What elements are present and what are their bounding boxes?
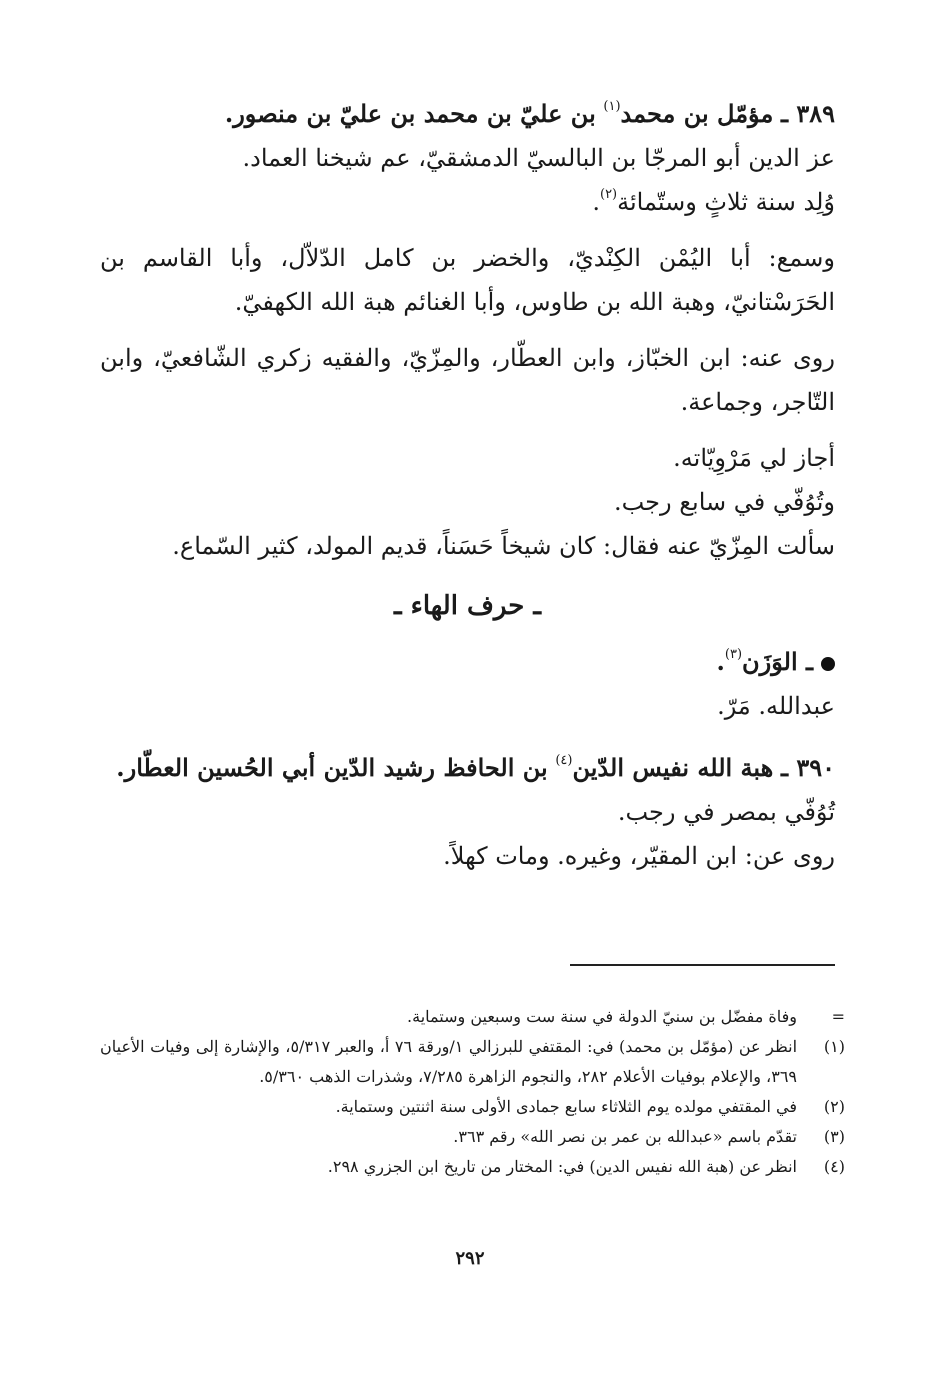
footnotes: [100, 1002, 845, 1182]
entry-389-mizzi-quote: سألت المِزّيّ عنه فقال: كان شيخاً حَسَناً، قديم المولد، كثير السّماع.: [172, 532, 835, 560]
wazn-heading: [100, 640, 835, 684]
entry-389-death: وتُوُفّي في سابع رجب.: [613, 488, 835, 516]
main-text: [100, 92, 835, 878]
entry-389-students: روى عنه: ابن الخبّاز، وابن العطّار، والمِزّيّ، والفقيه زكري الشّافعيّ، وابن التّاجر، وجماعة.: [100, 344, 835, 416]
footnote-4: [100, 1152, 845, 1182]
entry-number: ٣٩٠ ـ: [780, 753, 835, 782]
footnote-continued: [100, 1002, 845, 1032]
bullet-icon: [821, 657, 835, 671]
entry-389-heading: [100, 92, 835, 136]
birth-end: .: [592, 188, 600, 216]
page-number: ٢٩٢: [455, 1248, 485, 1269]
entry-390-narration: روى عن: ابن المقيّر، وغيره. ومات كهلاً.: [443, 842, 835, 870]
footnote-marker: (٤): [823, 1157, 845, 1176]
footnote-marker: (٢): [823, 1097, 845, 1116]
birth-text: وُلِد سنة ثلاثٍ وستّمائة: [617, 188, 835, 216]
footnote-text: في المقتفي مولده يوم الثلاثاء سابع جمادى الأولى سنة اثنتين وستماية.: [335, 1097, 797, 1116]
entry-389-ijaza: أجاز لي مَرْوِيّاته.: [673, 444, 835, 472]
footnote-ref-2: (٢): [599, 187, 618, 202]
footnote-text: وفاة مفضّل بن سنيّ الدولة في سنة ست وسبعين وستماية.: [407, 1007, 797, 1026]
entry-number: ٣٨٩ ـ: [780, 99, 835, 128]
wazn-crossref: عبدالله. مَرّ.: [717, 692, 835, 720]
footnote-1: [100, 1032, 845, 1092]
footnote-ref-3: (٣): [724, 647, 743, 662]
wazn-end: .: [716, 647, 725, 676]
footnote-3: [100, 1122, 845, 1152]
entry-389-teachers: وسمع: أبا اليُمْن الكِنْديّ، والخضر بن كامل الدّلاّل، وأبا القاسم بن الحَرَسْتانيّ، وهبة الله بن طاوس، وأبا الغنائم هبة الله الكهفيّ.: [100, 244, 835, 316]
footnote-marker: (٣): [823, 1127, 845, 1146]
entry-389-birth: [100, 180, 835, 224]
footnote-2: [100, 1092, 845, 1122]
footnote-marker: =: [831, 1007, 845, 1026]
footnote-text: انظر عن (مؤمّل بن محمد) في: المقتفي للبرزالي ١/ورقة ٧٦ أ، والعبر ٥/٣١٧، والإشارة إلى وفيات الأعيان ٣٦٩، والإعلام بوفيات الأعلام ٢٨٢، والنجوم الزاهرة ٧/٢٨٥، وشذرات الذهب ٥/٣٦٠.: [100, 1037, 798, 1086]
section-title: ـ حرف الهاء ـ: [393, 591, 542, 621]
footnote-ref-4: (٤): [555, 753, 573, 768]
wazn-label: ـ الوَزَن: [742, 647, 813, 676]
footnote-text: تقدّم باسم «عبدالله بن عمر بن نصر الله» رقم ٣٦٣.: [453, 1127, 797, 1146]
entry-389-laqab: عز الدين أبو المرجّا بن البالسيّ الدمشقيّ، عم شيخنا العماد.: [242, 144, 835, 172]
entry-390-heading: [100, 746, 835, 790]
entry-lineage: بن عليّ بن محمد بن عليّ بن منصور.: [224, 99, 596, 128]
entry-390-death: تُوُفّي بمصر في رجب.: [617, 798, 835, 826]
entry-name: مؤمّل بن محمد: [620, 99, 774, 128]
footnote-ref-1: (١): [603, 99, 621, 114]
footnote-marker: (١): [823, 1037, 845, 1056]
entry-name: هبة الله نفيس الدّين: [572, 753, 774, 782]
entry-lineage: بن الحافظ رشيد الدّين أبي الحُسين العطّار.: [116, 753, 548, 782]
footnote-divider: [570, 964, 835, 966]
footnote-text: انظر عن (هبة الله نفيس الدين) في: المختار من تاريخ ابن الجزري ٢٩٨.: [327, 1157, 797, 1176]
